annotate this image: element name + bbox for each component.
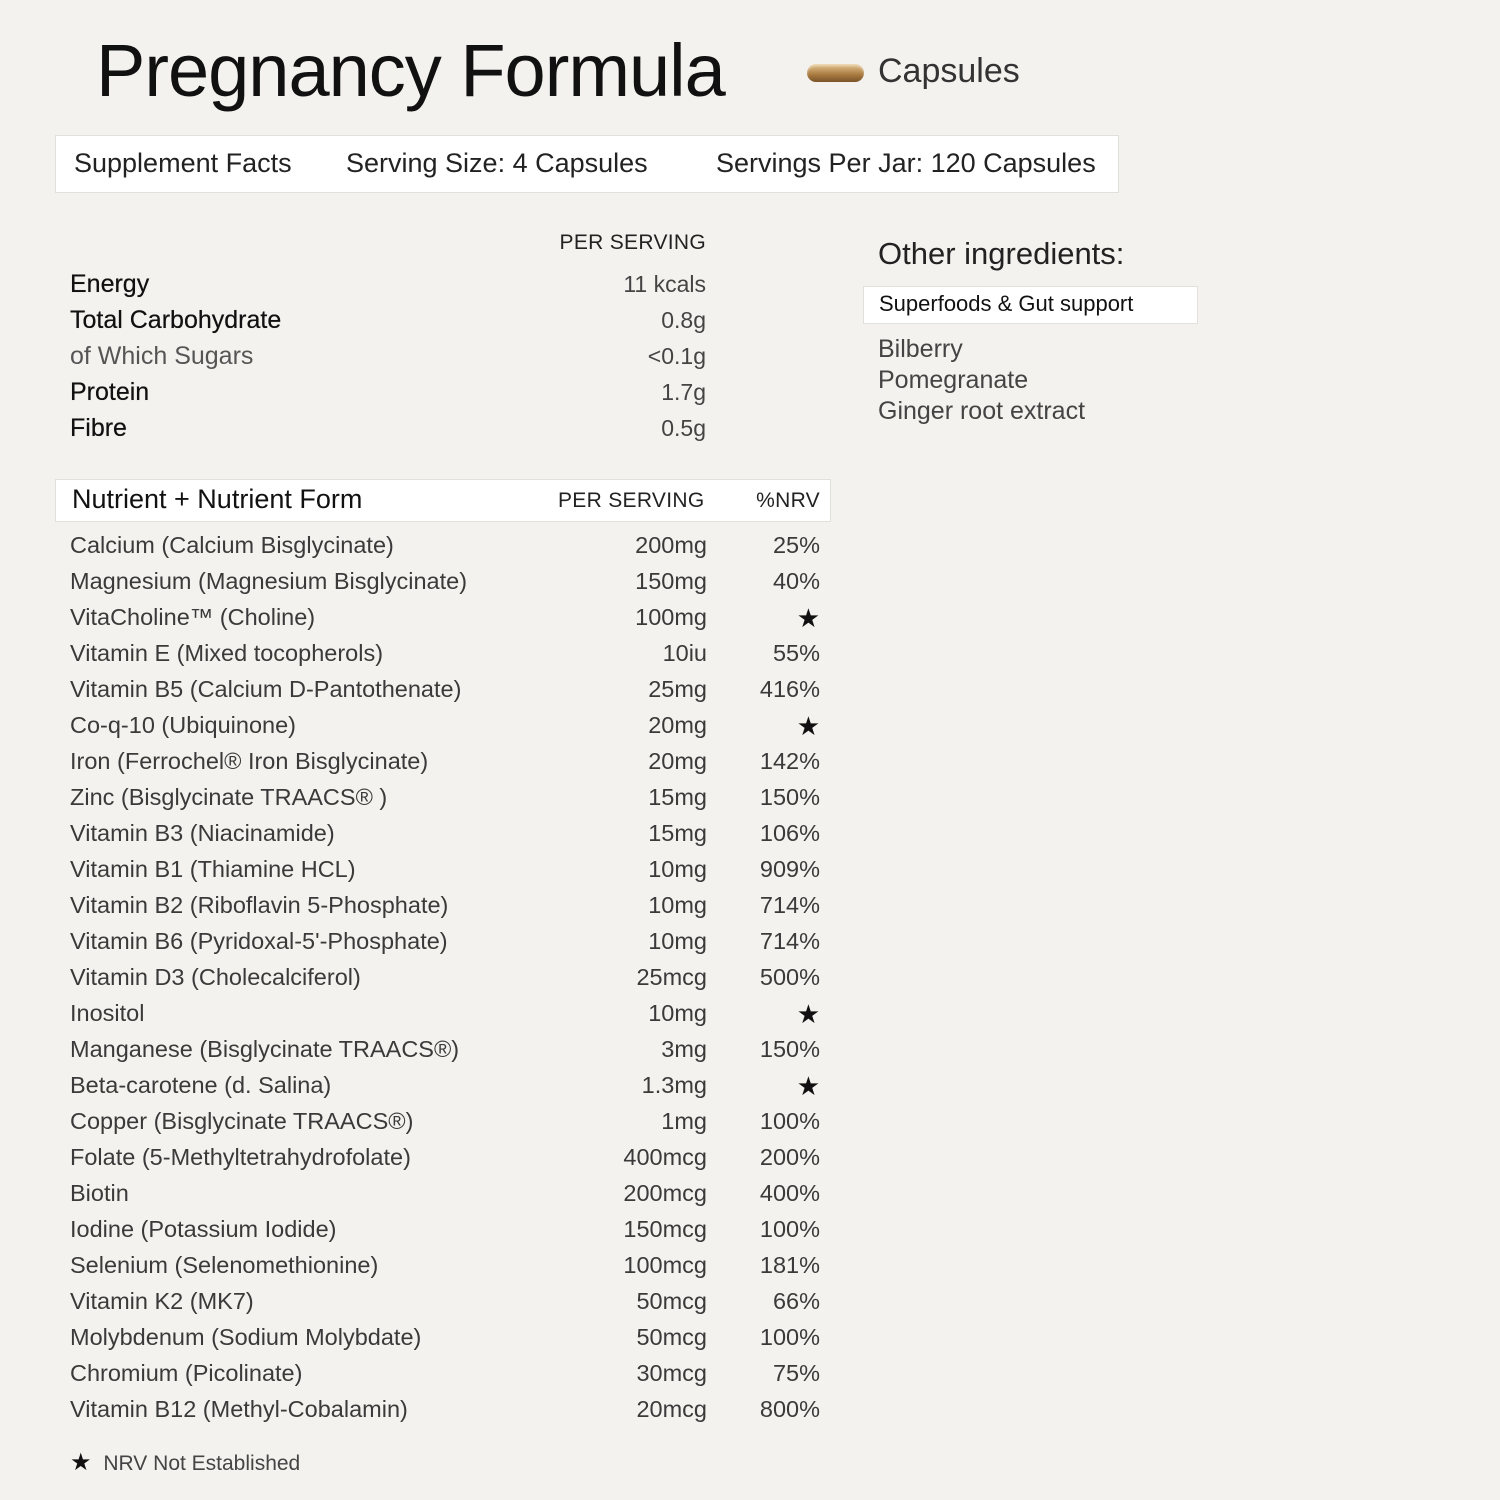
nutrient-amount: 3mg: [661, 1036, 707, 1062]
nutrient-nrv: 55%: [772, 640, 820, 666]
nutrient-amount: 20mcg: [636, 1396, 707, 1422]
nutrient-name: Vitamin B5 (Calcium D-Pantothenate): [70, 676, 462, 702]
nutrient-name: Iron (Ferrochel® Iron Bisglycinate): [70, 748, 429, 774]
nutrient-amount: 15mg: [648, 820, 707, 846]
table-row: [70, 532, 820, 568]
table-row: [70, 1072, 820, 1108]
footnote-text: NRV Not Established: [103, 1452, 301, 1475]
nutrient-nrv: 142%: [759, 748, 820, 774]
star-icon: ★: [70, 1449, 92, 1476]
nutrient-name: Beta-carotene (d. Salina): [70, 1072, 332, 1098]
nutrient-amount: 15mg: [648, 784, 707, 810]
nutrient-amount: 10mg: [648, 928, 707, 954]
macro-value: 11 kcals: [623, 271, 706, 297]
nutrient-nrv: 100%: [759, 1324, 820, 1350]
macro-name: Fibre: [70, 414, 127, 442]
star-icon: ★: [796, 711, 820, 741]
capsule-icon: [807, 64, 864, 82]
table-row: [70, 928, 820, 964]
nutrient-name: Vitamin B12 (Methyl-Cobalamin): [70, 1396, 408, 1422]
table-row: [70, 856, 820, 892]
table-row: [70, 1144, 820, 1180]
nutrient-name: Zinc (Bisglycinate TRAACS® ): [70, 784, 388, 810]
other-ingredients-category: Superfoods & Gut support: [863, 286, 1198, 324]
nutrient-nrv: 106%: [759, 820, 820, 846]
nutrient-amount: 20mg: [648, 748, 707, 774]
nutrient-name: Chromium (Picolinate): [70, 1360, 303, 1386]
nutrient-amount: 200mg: [635, 532, 707, 558]
nutrient-amount: 10iu: [662, 640, 707, 666]
macro-name: Protein: [70, 378, 150, 406]
nutrient-name: Vitamin K2 (MK7): [70, 1288, 254, 1314]
table-row: [70, 568, 820, 604]
supplement-facts-label: Supplement Facts: [74, 148, 292, 178]
star-icon: ★: [796, 1071, 820, 1101]
macro-name: Total Carbohydrate: [70, 306, 282, 334]
nutrient-name: Vitamin B2 (Riboflavin 5-Phosphate): [70, 892, 449, 918]
table-row: [70, 1324, 820, 1360]
nutrient-name: Selenium (Selenomethionine): [70, 1252, 379, 1278]
nutrient-name: Molybdenum (Sodium Molybdate): [70, 1324, 422, 1350]
nutrient-amount: 100mcg: [623, 1252, 707, 1278]
nutrient-name: Manganese (Bisglycinate TRAACS®): [70, 1036, 460, 1062]
nutrient-name: Copper (Bisglycinate TRAACS®): [70, 1108, 414, 1134]
table-row: [70, 1252, 820, 1288]
nutrient-name: Vitamin B6 (Pyridoxal-5'-Phosphate): [70, 928, 448, 954]
star-icon: ★: [796, 603, 820, 633]
macro-value: 0.8g: [661, 307, 706, 333]
macros-header: PER SERVING: [559, 231, 706, 254]
per-serving-column-header: PER SERVING: [558, 489, 705, 512]
table-row: [70, 784, 820, 820]
nutrient-name: Inositol: [70, 1000, 145, 1026]
nutrient-nrv: 100%: [759, 1108, 820, 1134]
nutrient-name: Biotin: [70, 1180, 129, 1206]
nutrient-amount: 1.3mg: [641, 1072, 707, 1098]
other-ingredients-title: Other ingredients:: [878, 236, 1125, 271]
nutrient-nrv: 66%: [772, 1288, 820, 1314]
nutrient-column-header: Nutrient + Nutrient Form: [72, 484, 363, 514]
macro-value: 1.7g: [661, 379, 706, 405]
macro-value: <0.1g: [647, 343, 706, 369]
nutrient-nrv: 500%: [759, 964, 820, 990]
table-row: [70, 1288, 820, 1324]
star-icon: ★: [796, 999, 820, 1029]
nutrient-nrv: 714%: [759, 928, 820, 954]
format-label: Capsules: [878, 52, 1020, 90]
nutrient-name: Vitamin E (Mixed tocopherols): [70, 640, 384, 666]
servings-per-jar: Servings Per Jar: 120 Capsules: [716, 148, 1096, 178]
table-row: [70, 676, 820, 712]
nutrient-amount: 25mcg: [636, 964, 707, 990]
macro-name: of Which Sugars: [70, 342, 254, 370]
nutrient-amount: 1mg: [661, 1108, 707, 1134]
nutrient-nrv: 714%: [759, 892, 820, 918]
macro-value: 0.5g: [661, 415, 706, 441]
table-row: [70, 1180, 820, 1216]
nutrient-name: VitaCholine™ (Choline): [70, 604, 316, 630]
nutrient-nrv: 200%: [759, 1144, 820, 1170]
nutrient-name: Iodine (Potassium Iodide): [70, 1216, 337, 1242]
nutrient-amount: 150mg: [635, 568, 707, 594]
nutrient-nrv: 150%: [759, 784, 820, 810]
nutrient-nrv: 75%: [772, 1360, 820, 1386]
nutrient-name: Calcium (Calcium Bisglycinate): [70, 532, 394, 558]
nutrient-nrv: 25%: [772, 532, 820, 558]
other-ingredient: Ginger root extract: [878, 397, 1086, 425]
table-row: [70, 1396, 820, 1432]
supplement-facts-bar: [55, 135, 1119, 193]
table-row: [70, 1360, 820, 1396]
table-row: [70, 1216, 820, 1252]
nutrient-name: Vitamin B3 (Niacinamide): [70, 820, 335, 846]
nutrient-nrv: 40%: [772, 568, 820, 594]
serving-size: Serving Size: 4 Capsules: [346, 148, 648, 178]
nutrient-amount: 100mg: [635, 604, 707, 630]
nutrient-nrv: 416%: [759, 676, 820, 702]
nutrient-nrv: 800%: [759, 1396, 820, 1422]
nrv-column-header: %NRV: [756, 489, 820, 512]
nutrient-name: Folate (5-Methyltetrahydrofolate): [70, 1144, 411, 1170]
nutrient-amount: 10mg: [648, 1000, 707, 1026]
nutrient-nrv: 400%: [759, 1180, 820, 1206]
nutrient-amount: 20mg: [648, 712, 707, 738]
table-row: [70, 604, 820, 640]
nutrient-nrv: 100%: [759, 1216, 820, 1242]
table-row: [70, 1036, 820, 1072]
other-ingredient: Bilberry: [878, 335, 963, 363]
nutrient-amount: 400mcg: [623, 1144, 707, 1170]
nutrient-nrv: 909%: [759, 856, 820, 882]
nutrient-amount: 50mcg: [636, 1324, 707, 1350]
nutrient-name: Co-q-10 (Ubiquinone): [70, 712, 296, 738]
nutrient-amount: 150mcg: [623, 1216, 707, 1242]
nutrient-amount: 25mg: [648, 676, 707, 702]
nutrient-nrv: 181%: [759, 1252, 820, 1278]
page-title: Pregnancy Formula: [96, 29, 725, 112]
nutrient-amount: 10mg: [648, 856, 707, 882]
nutrient-name: Magnesium (Magnesium Bisglycinate): [70, 568, 468, 594]
table-row: [70, 1000, 820, 1036]
nutrient-table-header: [55, 479, 831, 522]
nutrient-nrv: 150%: [759, 1036, 820, 1062]
table-row: [70, 892, 820, 928]
nutrient-name: Vitamin B1 (Thiamine HCL): [70, 856, 356, 882]
table-row: [70, 640, 820, 676]
nutrient-amount: 30mcg: [636, 1360, 707, 1386]
table-row: [70, 1108, 820, 1144]
nutrient-name: Vitamin D3 (Cholecalciferol): [70, 964, 361, 990]
other-ingredient: Pomegranate: [878, 366, 1029, 394]
footnote: [70, 1448, 300, 1477]
nutrient-amount: 50mcg: [636, 1288, 707, 1314]
table-row: [70, 964, 820, 1000]
nutrient-amount: 200mcg: [623, 1180, 707, 1206]
table-row: [70, 820, 820, 856]
table-row: [70, 748, 820, 784]
nutrient-amount: 10mg: [648, 892, 707, 918]
table-row: [70, 712, 820, 748]
macro-name: Energy: [70, 270, 150, 298]
